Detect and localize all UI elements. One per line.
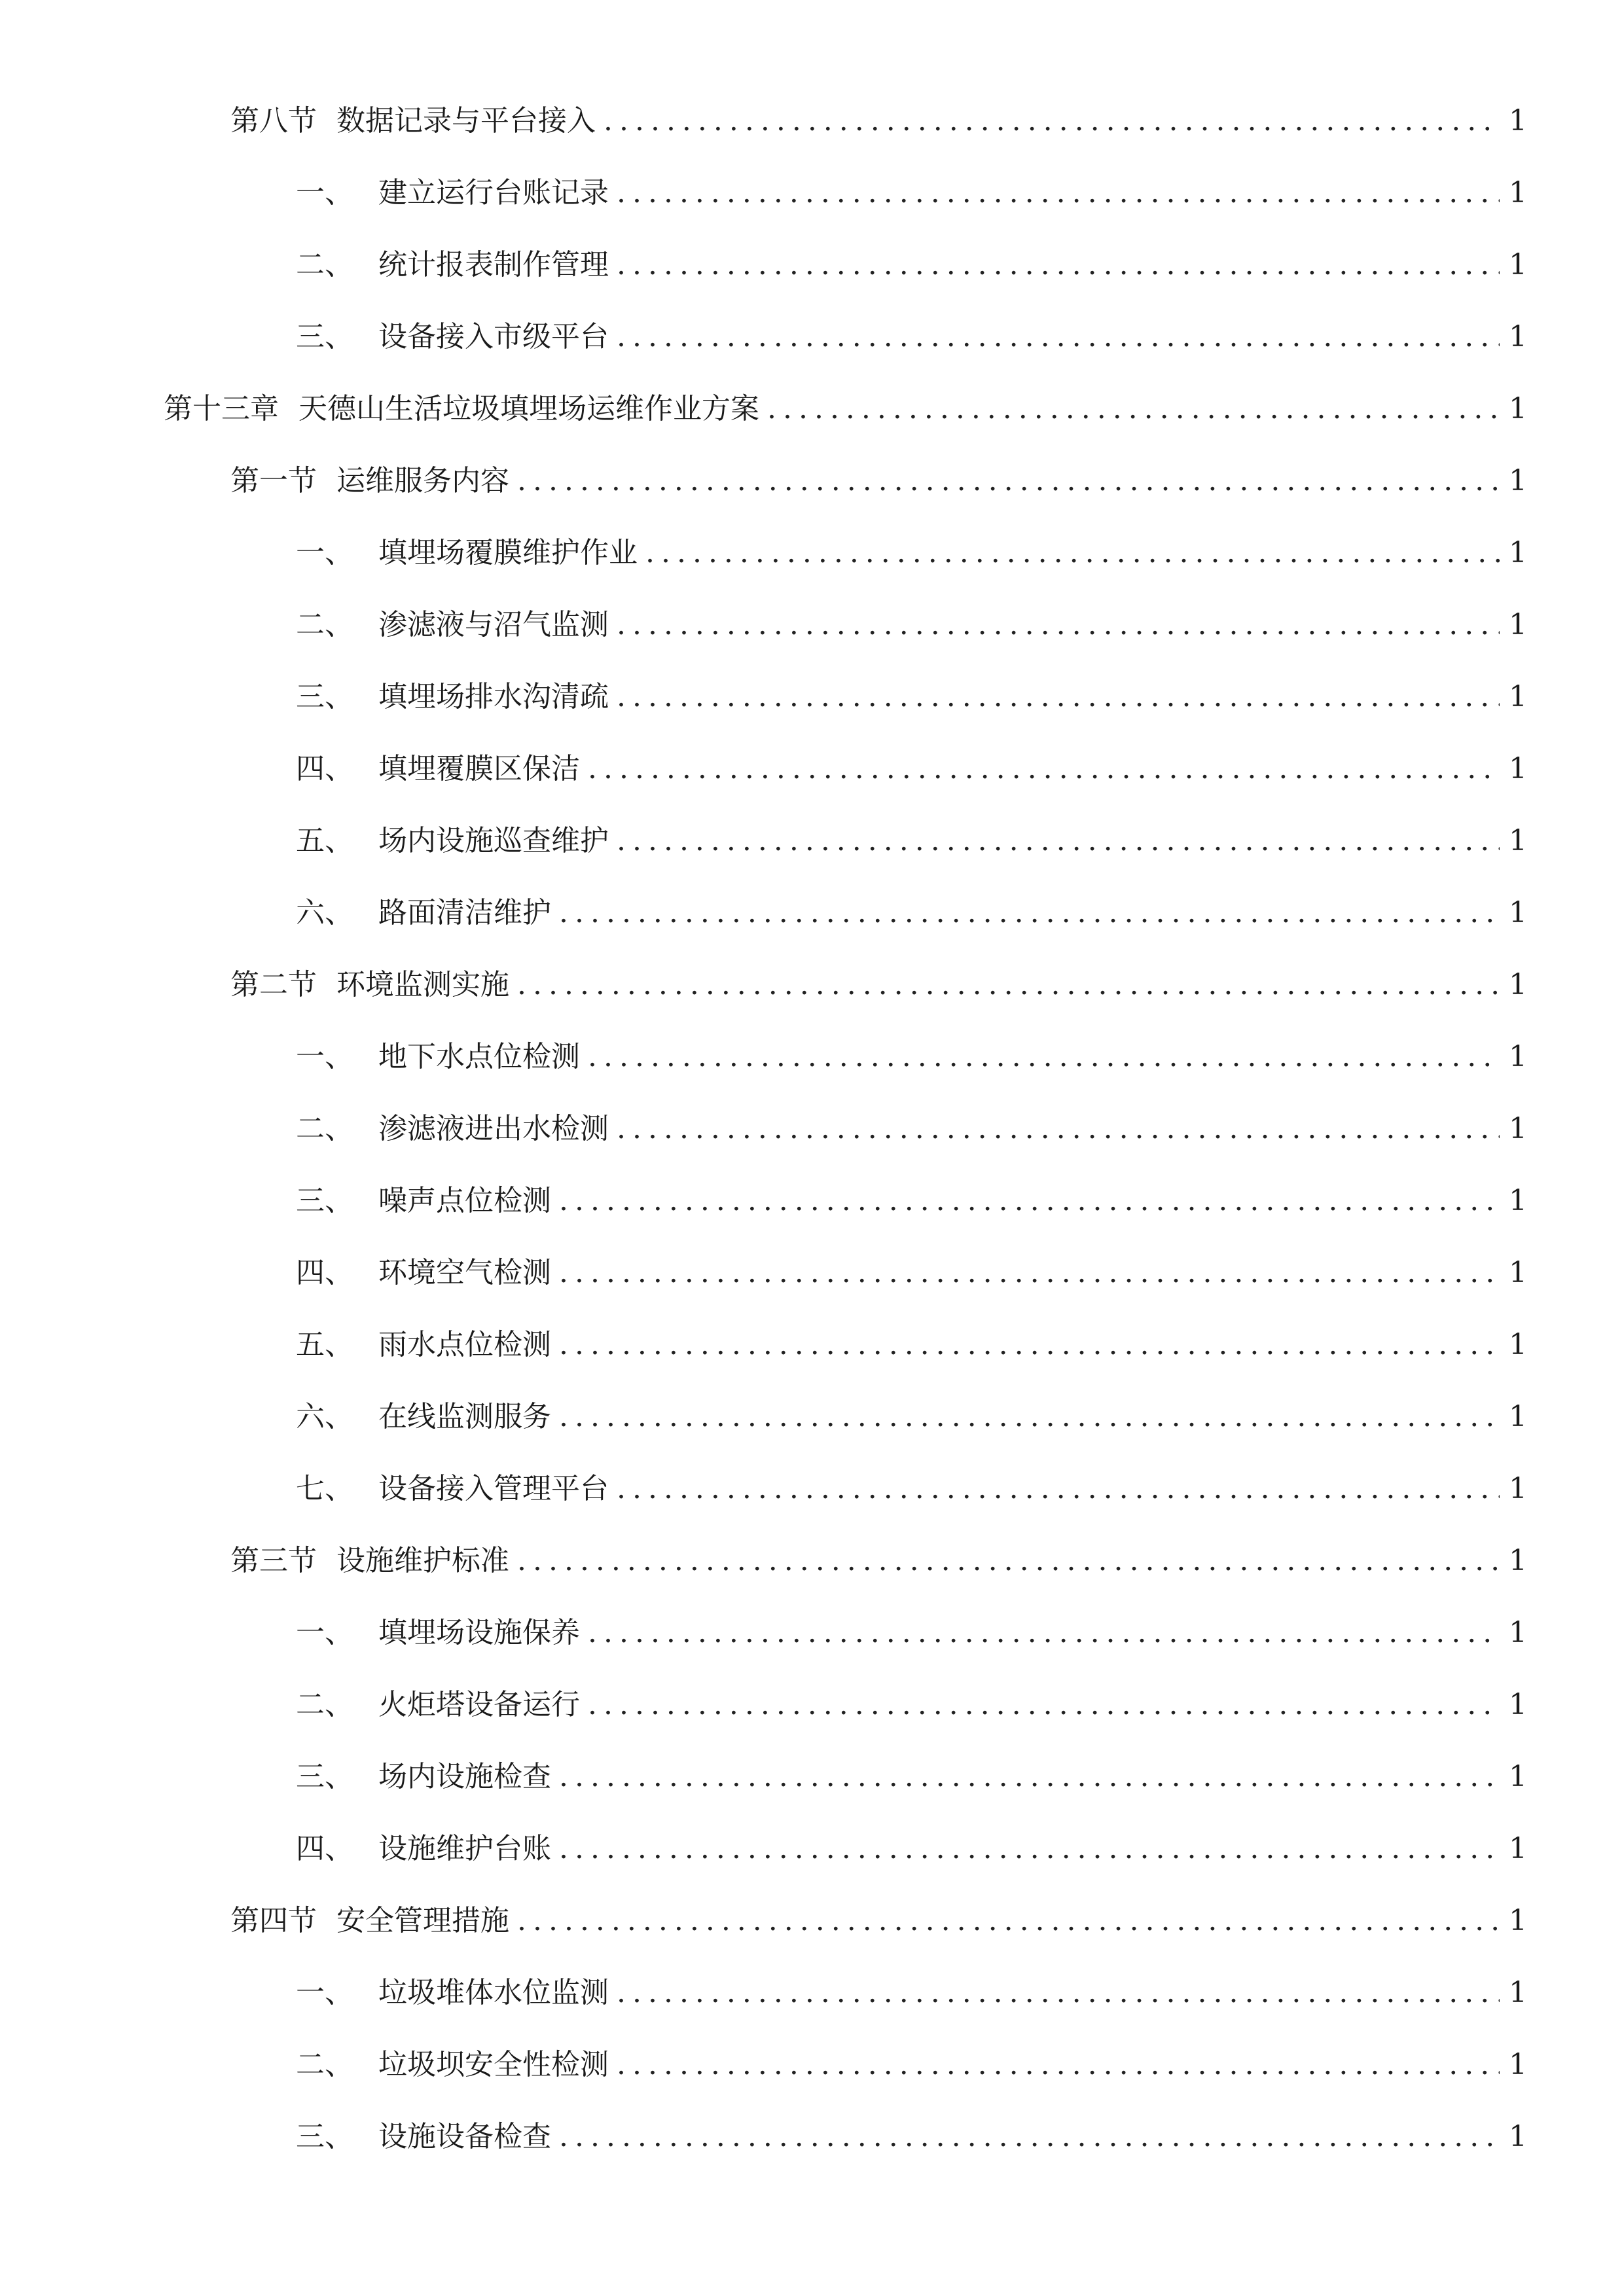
toc-entry-number: 第十三章: [164, 392, 279, 425]
dot-leader: [559, 1741, 1500, 1813]
toc-entry-title: 雨水点位检测: [378, 1328, 551, 1361]
dot-leader: [517, 1885, 1500, 1957]
dot-leader: [559, 2101, 1500, 2173]
toc-entry-page-number: 1: [1509, 1256, 1527, 1289]
toc-entry-page-number: 1: [1509, 968, 1527, 1001]
toc-entry-title: 渗滤液与沼气监测: [378, 608, 609, 641]
dot-leader: [559, 1381, 1500, 1453]
toc-entry-page-number: 1: [1509, 1832, 1527, 1865]
dot-leader: [767, 373, 1500, 445]
toc-entry-page-number: 1: [1509, 1400, 1527, 1433]
toc-entry-title: 路面清洁维护: [378, 896, 551, 929]
toc-entry-item[interactable]: [0, 517, 1624, 589]
toc-entry-item[interactable]: [0, 1021, 1624, 1093]
toc-entry-page-number: 1: [1509, 1904, 1527, 1937]
toc-entry-title: 设施维护台账: [378, 1832, 551, 1865]
dot-leader: [517, 445, 1500, 517]
dot-leader: [588, 733, 1500, 805]
toc-entry-item[interactable]: [0, 1669, 1624, 1741]
toc-entry-number: 一、: [296, 1616, 353, 1649]
toc-entry-page-number: 1: [1509, 1544, 1527, 1577]
toc-entry-number: 二、: [296, 2048, 353, 2081]
toc-entry-number: 三、: [296, 1184, 353, 1217]
toc-entry-item[interactable]: [0, 301, 1624, 373]
toc-entry-page-number: 1: [1509, 2048, 1527, 2081]
toc-entry-item[interactable]: [0, 877, 1624, 949]
dot-leader: [617, 1093, 1500, 1165]
toc-entry-number: 一、: [296, 1040, 353, 1073]
dot-leader: [517, 1525, 1500, 1597]
toc-entry-title: 设施维护标准: [336, 1544, 509, 1577]
toc-entry-title: 填埋场排水沟清疏: [378, 680, 609, 713]
toc-entry-page-number: 1: [1509, 464, 1527, 497]
toc-entry-item[interactable]: [0, 2101, 1624, 2173]
dot-leader: [517, 949, 1500, 1021]
toc-entry-number: 第四节: [230, 1904, 317, 1937]
toc-entry-item[interactable]: [0, 589, 1624, 661]
dot-leader: [559, 1309, 1500, 1381]
toc-entry-number: 三、: [296, 680, 353, 713]
toc-entry-item[interactable]: [0, 1741, 1624, 1813]
toc-entry-number: 一、: [296, 176, 353, 209]
toc-entry-page-number: 1: [1509, 104, 1527, 137]
toc-entry-number: 四、: [296, 1256, 353, 1289]
toc-entry-number: 三、: [296, 320, 353, 353]
toc-entry-number: 第一节: [230, 464, 317, 497]
dot-leader: [617, 1957, 1500, 2029]
table-of-contents: [0, 85, 1624, 2173]
toc-entry-title: 在线监测服务: [378, 1400, 551, 1433]
toc-entry-title: 垃圾堆体水位监测: [378, 1976, 609, 2009]
dot-leader: [559, 877, 1500, 949]
toc-entry-section[interactable]: [0, 1885, 1624, 1957]
dot-leader: [617, 229, 1500, 301]
dot-leader: [617, 1453, 1500, 1525]
toc-entry-title: 统计报表制作管理: [378, 248, 609, 281]
toc-entry-item[interactable]: [0, 1237, 1624, 1309]
toc-entry-item[interactable]: [0, 1165, 1624, 1237]
toc-entry-number: 四、: [296, 1832, 353, 1865]
toc-entry-title: 设备接入市级平台: [378, 320, 609, 353]
toc-entry-number: 三、: [296, 2120, 353, 2153]
toc-entry-title: 环境空气检测: [378, 1256, 551, 1289]
toc-entry-page-number: 1: [1509, 1688, 1527, 1721]
toc-entry-title: 噪声点位检测: [378, 1184, 551, 1217]
dot-leader: [617, 805, 1500, 877]
dot-leader: [617, 661, 1500, 733]
toc-entry-chapter[interactable]: [0, 373, 1624, 445]
toc-entry-number: 二、: [296, 608, 353, 641]
toc-entry-title: 环境监测实施: [336, 968, 509, 1001]
toc-entry-page-number: 1: [1509, 392, 1527, 425]
toc-entry-item[interactable]: [0, 1813, 1624, 1885]
toc-entry-number: 六、: [296, 896, 353, 929]
toc-entry-number: 第二节: [230, 968, 317, 1001]
toc-entry-item[interactable]: [0, 1093, 1624, 1165]
toc-entry-page-number: 1: [1509, 896, 1527, 929]
toc-entry-title: 运维服务内容: [336, 464, 509, 497]
toc-entry-item[interactable]: [0, 1597, 1624, 1669]
toc-entry-title: 设备接入管理平台: [378, 1472, 609, 1505]
toc-entry-number: 第三节: [230, 1544, 317, 1577]
toc-entry-section[interactable]: [0, 445, 1624, 517]
toc-entry-title: 填埋覆膜区保洁: [378, 752, 580, 785]
toc-entry-section[interactable]: [0, 949, 1624, 1021]
dot-leader: [617, 157, 1500, 229]
toc-entry-title: 场内设施检查: [378, 1760, 551, 1793]
toc-entry-page-number: 1: [1509, 536, 1527, 569]
dot-leader: [559, 1165, 1500, 1237]
toc-entry-number: 一、: [296, 536, 353, 569]
toc-entry-page-number: 1: [1509, 608, 1527, 641]
toc-entry-number: 一、: [296, 1976, 353, 2009]
toc-entry-page-number: 1: [1509, 752, 1527, 785]
dot-leader: [588, 1669, 1500, 1741]
toc-entry-title: 渗滤液进出水检测: [378, 1112, 609, 1145]
toc-entry-number: 六、: [296, 1400, 353, 1433]
toc-entry-page-number: 1: [1509, 176, 1527, 209]
dot-leader: [617, 2029, 1500, 2101]
toc-entry-number: 二、: [296, 1112, 353, 1145]
toc-entry-page-number: 1: [1509, 1040, 1527, 1073]
dot-leader: [617, 589, 1500, 661]
toc-entry-title: 垃圾坝安全性检测: [378, 2048, 609, 2081]
toc-entry-page-number: 1: [1509, 1112, 1527, 1145]
toc-entry-page-number: 1: [1509, 680, 1527, 713]
toc-entry-page-number: 1: [1509, 1328, 1527, 1361]
toc-entry-number: 四、: [296, 752, 353, 785]
toc-entry-number: 第八节: [230, 104, 317, 137]
toc-entry-title: 安全管理措施: [336, 1904, 509, 1937]
toc-entry-page-number: 1: [1509, 248, 1527, 281]
toc-entry-number: 七、: [296, 1472, 353, 1505]
toc-entry-title: 场内设施巡查维护: [378, 824, 609, 857]
toc-entry-number: 五、: [296, 1328, 353, 1361]
toc-entry-item[interactable]: [0, 1453, 1624, 1525]
toc-entry-title: 设施设备检查: [378, 2120, 551, 2153]
toc-entry-item[interactable]: [0, 229, 1624, 301]
toc-entry-page-number: 1: [1509, 1472, 1527, 1505]
dot-leader: [559, 1813, 1500, 1885]
toc-entry-page-number: 1: [1509, 320, 1527, 353]
dot-leader: [559, 1237, 1500, 1309]
toc-entry-page-number: 1: [1509, 1976, 1527, 2009]
dot-leader: [604, 85, 1500, 157]
toc-entry-item[interactable]: [0, 733, 1624, 805]
toc-entry-item[interactable]: [0, 2029, 1624, 2101]
toc-entry-page-number: 1: [1509, 2120, 1527, 2153]
toc-entry-item[interactable]: [0, 1309, 1624, 1381]
toc-entry-item[interactable]: [0, 661, 1624, 733]
toc-entry-page-number: 1: [1509, 1760, 1527, 1793]
toc-entry-number: 二、: [296, 1688, 353, 1721]
dot-leader: [617, 301, 1500, 373]
dot-leader: [588, 1597, 1500, 1669]
dot-leader: [645, 517, 1500, 589]
toc-entry-title: 火炬塔设备运行: [378, 1688, 580, 1721]
toc-entry-section[interactable]: [0, 85, 1624, 157]
dot-leader: [588, 1021, 1500, 1093]
toc-entry-item[interactable]: [0, 805, 1624, 877]
toc-entry-item[interactable]: [0, 157, 1624, 229]
toc-entry-title: 地下水点位检测: [378, 1040, 580, 1073]
toc-entry-section[interactable]: [0, 1525, 1624, 1597]
toc-entry-item[interactable]: [0, 1957, 1624, 2029]
toc-entry-title: 填埋场设施保养: [378, 1616, 580, 1649]
toc-entry-title: 填埋场覆膜维护作业: [378, 536, 638, 569]
toc-entry-title: 天德山生活垃圾填埋场运维作业方案: [298, 392, 759, 425]
toc-entry-item[interactable]: [0, 1381, 1624, 1453]
toc-entry-number: 三、: [296, 1760, 353, 1793]
toc-entry-page-number: 1: [1509, 1184, 1527, 1217]
toc-entry-number: 五、: [296, 824, 353, 857]
toc-entry-title: 建立运行台账记录: [378, 176, 609, 209]
toc-entry-number: 二、: [296, 248, 353, 281]
toc-entry-page-number: 1: [1509, 1616, 1527, 1649]
toc-entry-page-number: 1: [1509, 824, 1527, 857]
toc-entry-title: 数据记录与平台接入: [336, 104, 596, 137]
